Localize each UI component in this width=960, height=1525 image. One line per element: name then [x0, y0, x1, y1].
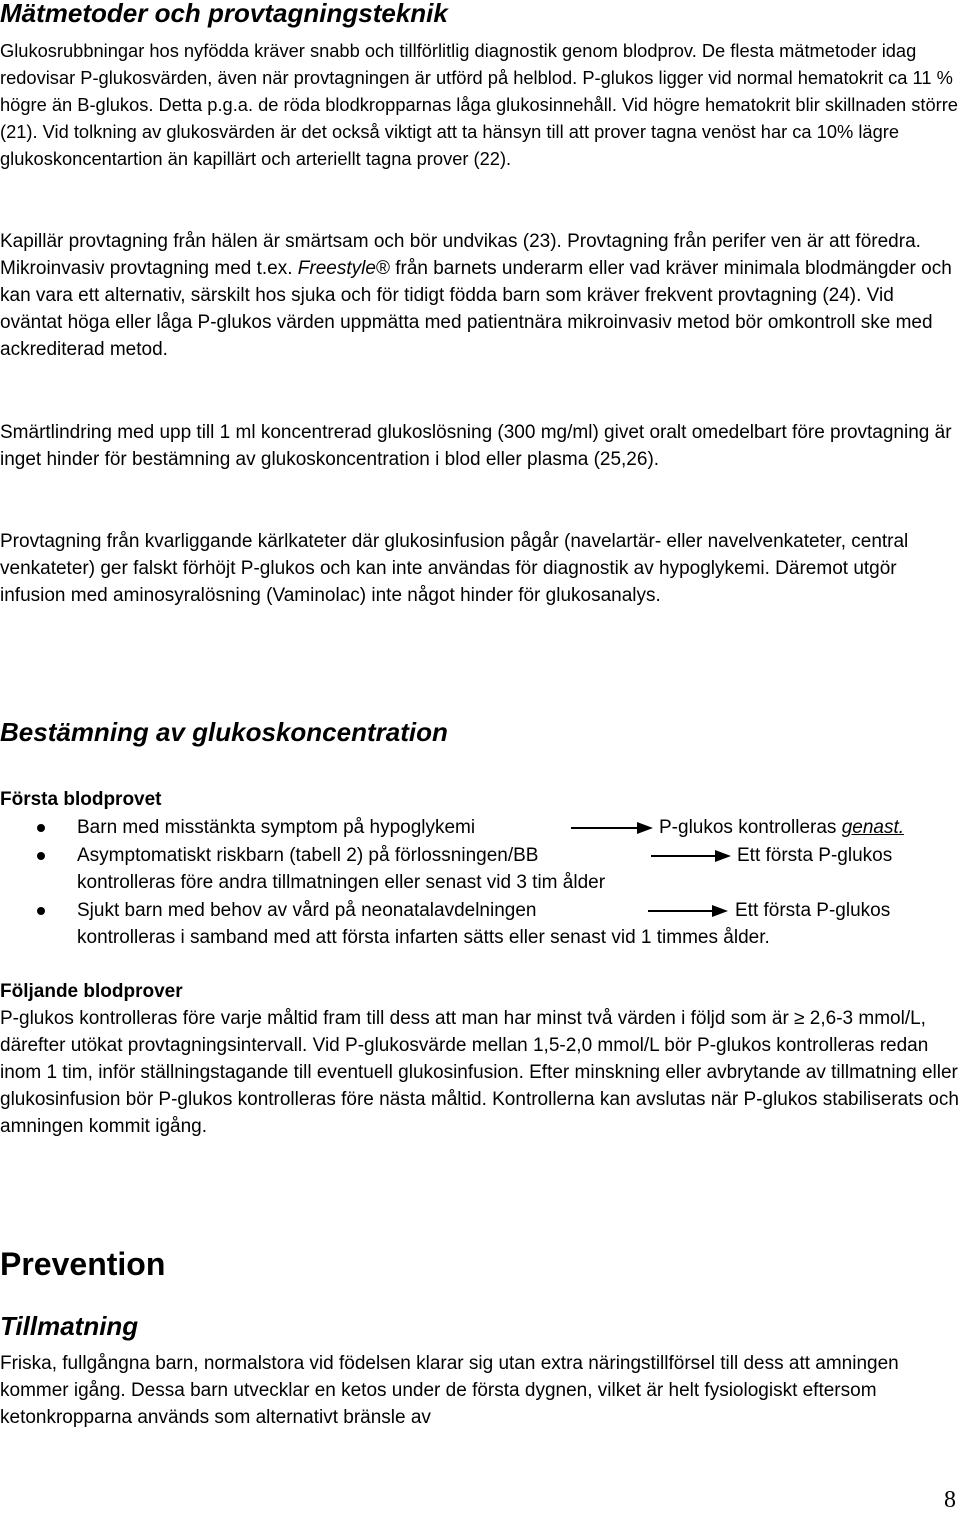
arrow-right-icon [571, 822, 653, 834]
subheading-supplementation: Tillmatning [0, 1311, 139, 1341]
bullet-result [659, 814, 904, 841]
paragraph-following-samples [0, 1005, 960, 1140]
first-sample-label: Första blodprovet [0, 789, 162, 810]
bullet-emphasis: genast. [841, 817, 905, 838]
freestyle-brand: Freestyle [297, 258, 376, 279]
bullet-result: Ett första P-glukos [735, 900, 891, 921]
arrow-right-icon [651, 850, 731, 862]
bullet-continuation: kontrolleras före andra tillmatningen eller senast vid 3 tim ålder [77, 872, 606, 893]
bullet-result-text: P-glukos kontrolleras [659, 817, 842, 838]
following-samples-label: Följande blodprover [0, 981, 183, 1002]
following-text-before: P-glukos kontrolleras före varje måltid fram till dess att man har minst två värden i följd som är [0, 1008, 795, 1029]
bullet-continuation: kontrolleras i samband med att första infarten sätts eller senast vid 1 timmes ålder. [77, 927, 770, 948]
section-heading-measurement: Mätmetoder och provtagningsteknik [0, 0, 448, 28]
bullet-dot [37, 852, 45, 860]
paragraph-diagnostics: Glukosrubbningar hos nyfödda kräver snabb och tillförlitlig diagnostik genom blodprov. De flesta mätmetoder idag redovisar P-glukosvärden, även när provtagningen är utförd på helblod. P-glukos ligger vid normal hematokrit ca 11 % högre än B-glukos. Detta p.g.a. de röda blodkropparnas låga glukosinnehåll. Vid högre hematokrit blir skillnaden större (21). Vid tolkning av glukosvärden är det också viktigt att ta hänsyn till att prover tagna venöst har ca 10% lägre glukoskoncentartion än kapillärt och arteriellt tagna prover (22). [0, 40, 958, 169]
bullet-result: Ett första P-glukos [737, 845, 893, 866]
bullet-condition: Sjukt barn med behov av vård på neonatalavdelningen [77, 900, 537, 921]
arrow-right-icon [648, 905, 728, 917]
paragraph-sampling [0, 228, 960, 363]
bullet-condition: Barn med misstänkta symptom på hypoglykemi [77, 817, 476, 838]
paragraph-catheter: Provtagning från kvarliggande kärlkateter där glukosinfusion pågår (navelartär- eller navelvenkateter, central venkateter) ger falskt förhöjt P-glukos och kan inte användas för diagnostik av hypoglykemi. Däremot utgör infusion med aminosyralösning (Vaminolac) inte något hinder för glukosanalys. [0, 531, 909, 606]
sampling-text-before: Kapillär provtagning från hälen är smärtsam och bör undvikas (23). Provtagning från perifer ven är att föredra. Mikroinvasiv provtagning med t.ex. [0, 231, 921, 279]
paragraph-supplementation: Friska, fullgångna barn, normalstora vid födelsen klarar sig utan extra näringstillförsel till dess att amningen kommer igång. Dessa barn utvecklar en ketos under de första dygnen, vilket är helt fysiologiskt eftersom ketonkropparna används som alternativt bränsle av [0, 1353, 899, 1428]
paragraph-pain-relief: Smärtlindring med upp till 1 ml koncentrerad glukoslösning (300 mg/ml) givet oralt omedelbart före provtagning är inget hinder för bestämning av glukoskoncentration i blod eller plasma (25,26). [0, 422, 952, 470]
section-heading-glucose: Bestämning av glukoskoncentration [0, 717, 448, 747]
bullet-dot [37, 824, 45, 832]
page-number: 8 [944, 1487, 956, 1513]
following-text-after: 2,6-3 mmol/L, därefter utökat provtagningsintervall. Vid P-glukosvärde mellan 1,5-2,0 mmol/L bör P-glukos kontrolleras redan inom 1 tim, inför ställningstagande till eventuell glukosinfusion. Efter minskning eller avbrytande av tillmatning eller glukosinfusion bör P-glukos kontrolleras före nästa måltid. Kontrollerna kan avslutas när P-glukos stabiliserats och amningen kommit igång. [0, 1008, 959, 1137]
bullet-dot [37, 907, 45, 915]
section-heading-prevention: Prevention [0, 1246, 166, 1282]
sampling-text-after: ® från barnets underarm eller vad kräver minimala blodmängder och kan vara ett alternativ, särskilt hos sjuka och för tidigt födda barn som kräver frekvent provtagning (24). Vid oväntat höga eller låga P-glukos värden uppmätta med patientnära mikroinvasiv metod bör omkontroll ske med ackrediterad metod. [0, 258, 952, 360]
greater-equal-symbol: ≥ [794, 1008, 805, 1029]
bullet-condition: Asymptomatiskt riskbarn (tabell 2) på förlossningen/BB [77, 845, 539, 866]
